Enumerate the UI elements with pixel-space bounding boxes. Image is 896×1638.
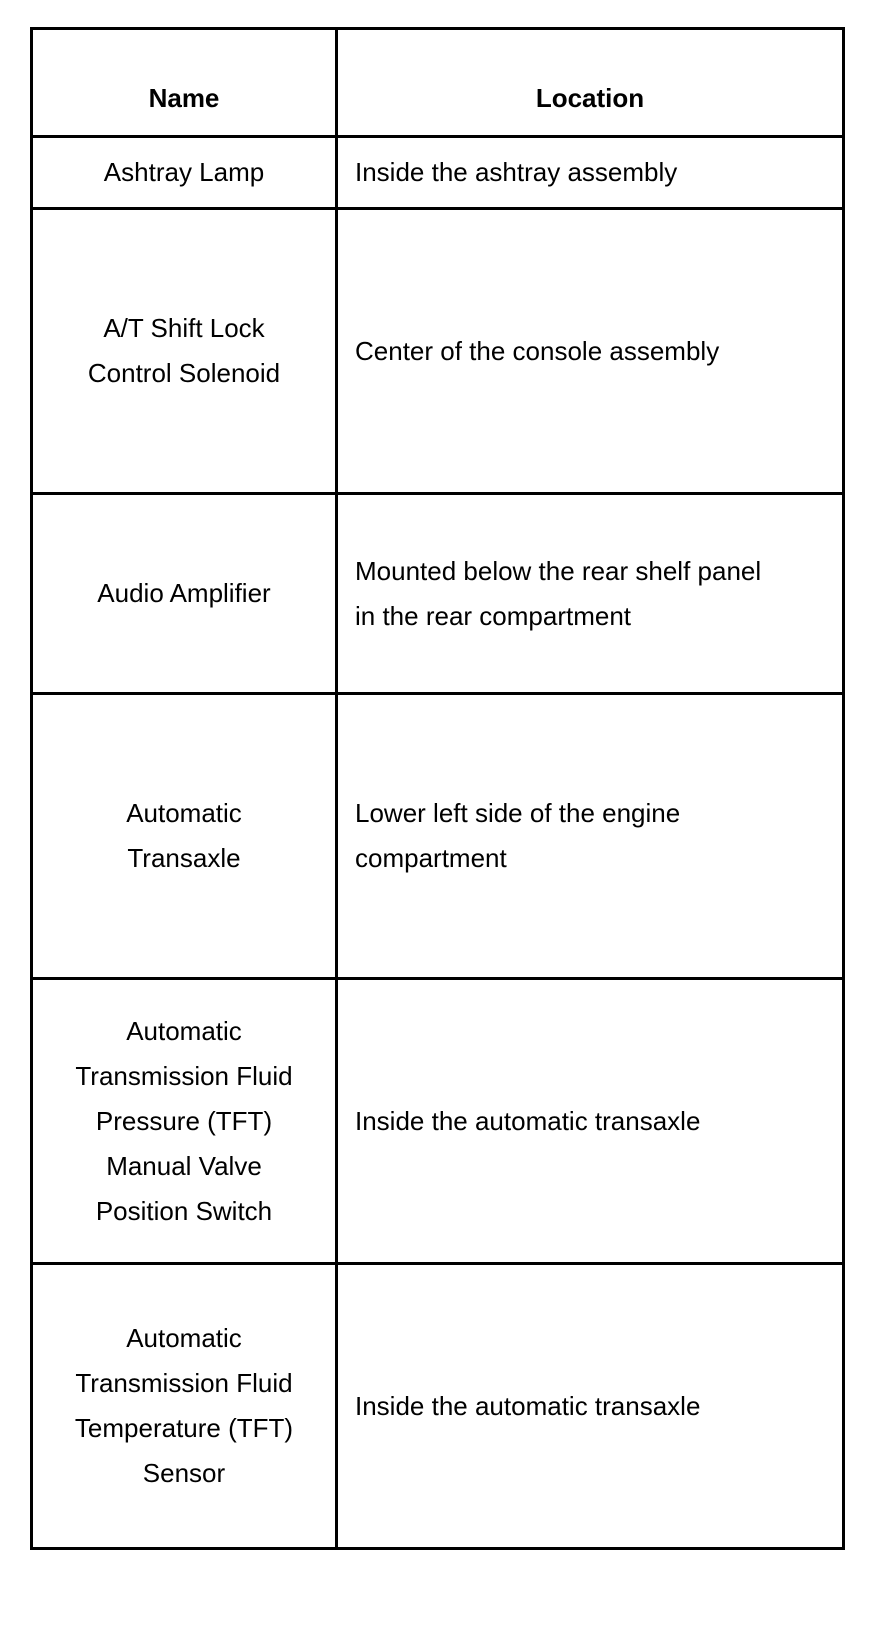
table-row — [32, 1264, 844, 1549]
column-header-name: Name — [32, 29, 337, 137]
name-text: Automatic — [126, 1323, 242, 1353]
name-text: Sensor — [142, 1458, 226, 1488]
name-text: Transaxle — [127, 843, 241, 873]
cell-location — [337, 1264, 844, 1549]
name-text: Ashtray Lamp — [103, 157, 265, 187]
cell-name — [32, 209, 337, 494]
column-header-location: Location — [337, 29, 844, 137]
table-row — [32, 209, 844, 494]
name-text: Pressure (TFT) — [95, 1105, 273, 1136]
cell-location — [337, 494, 844, 694]
table-row — [32, 494, 844, 694]
location-text: Inside the automatic transaxle — [355, 1105, 701, 1136]
name-text: Manual Valve — [106, 1150, 262, 1181]
table-row — [32, 979, 844, 1264]
location-text: in the rear compartment — [355, 600, 632, 631]
cell-location — [337, 694, 844, 979]
table-row — [32, 694, 844, 979]
location-text: compartment — [355, 843, 507, 873]
cell-name — [32, 694, 337, 979]
name-text: Control Solenoid — [87, 358, 281, 388]
header-row — [32, 29, 844, 137]
cell-name — [32, 137, 337, 209]
name-text: Audio Amplifier — [97, 578, 271, 608]
cell-location — [337, 137, 844, 209]
name-text: Automatic — [126, 1015, 242, 1046]
location-text: Inside the ashtray assembly — [355, 157, 678, 187]
location-text: Center of the console assembly — [355, 335, 720, 366]
location-text: Inside the automatic transaxle — [355, 1390, 701, 1421]
cell-location — [337, 979, 844, 1264]
name-text: Temperature (TFT) — [74, 1413, 294, 1443]
component-location-table — [30, 27, 845, 1550]
location-text: Lower left side of the engine — [355, 798, 681, 828]
name-text: Transmission Fluid — [75, 1060, 293, 1091]
cell-name — [32, 1264, 337, 1549]
cell-name — [32, 494, 337, 694]
cell-location — [337, 209, 844, 494]
table-row — [32, 137, 844, 209]
name-text: Automatic — [126, 798, 242, 828]
name-text: A/T Shift Lock — [103, 313, 265, 343]
location-text: Mounted below the rear shelf panel — [355, 555, 762, 586]
name-text: Transmission Fluid — [75, 1368, 293, 1398]
cell-name — [32, 979, 337, 1264]
name-text: Position Switch — [95, 1195, 273, 1226]
